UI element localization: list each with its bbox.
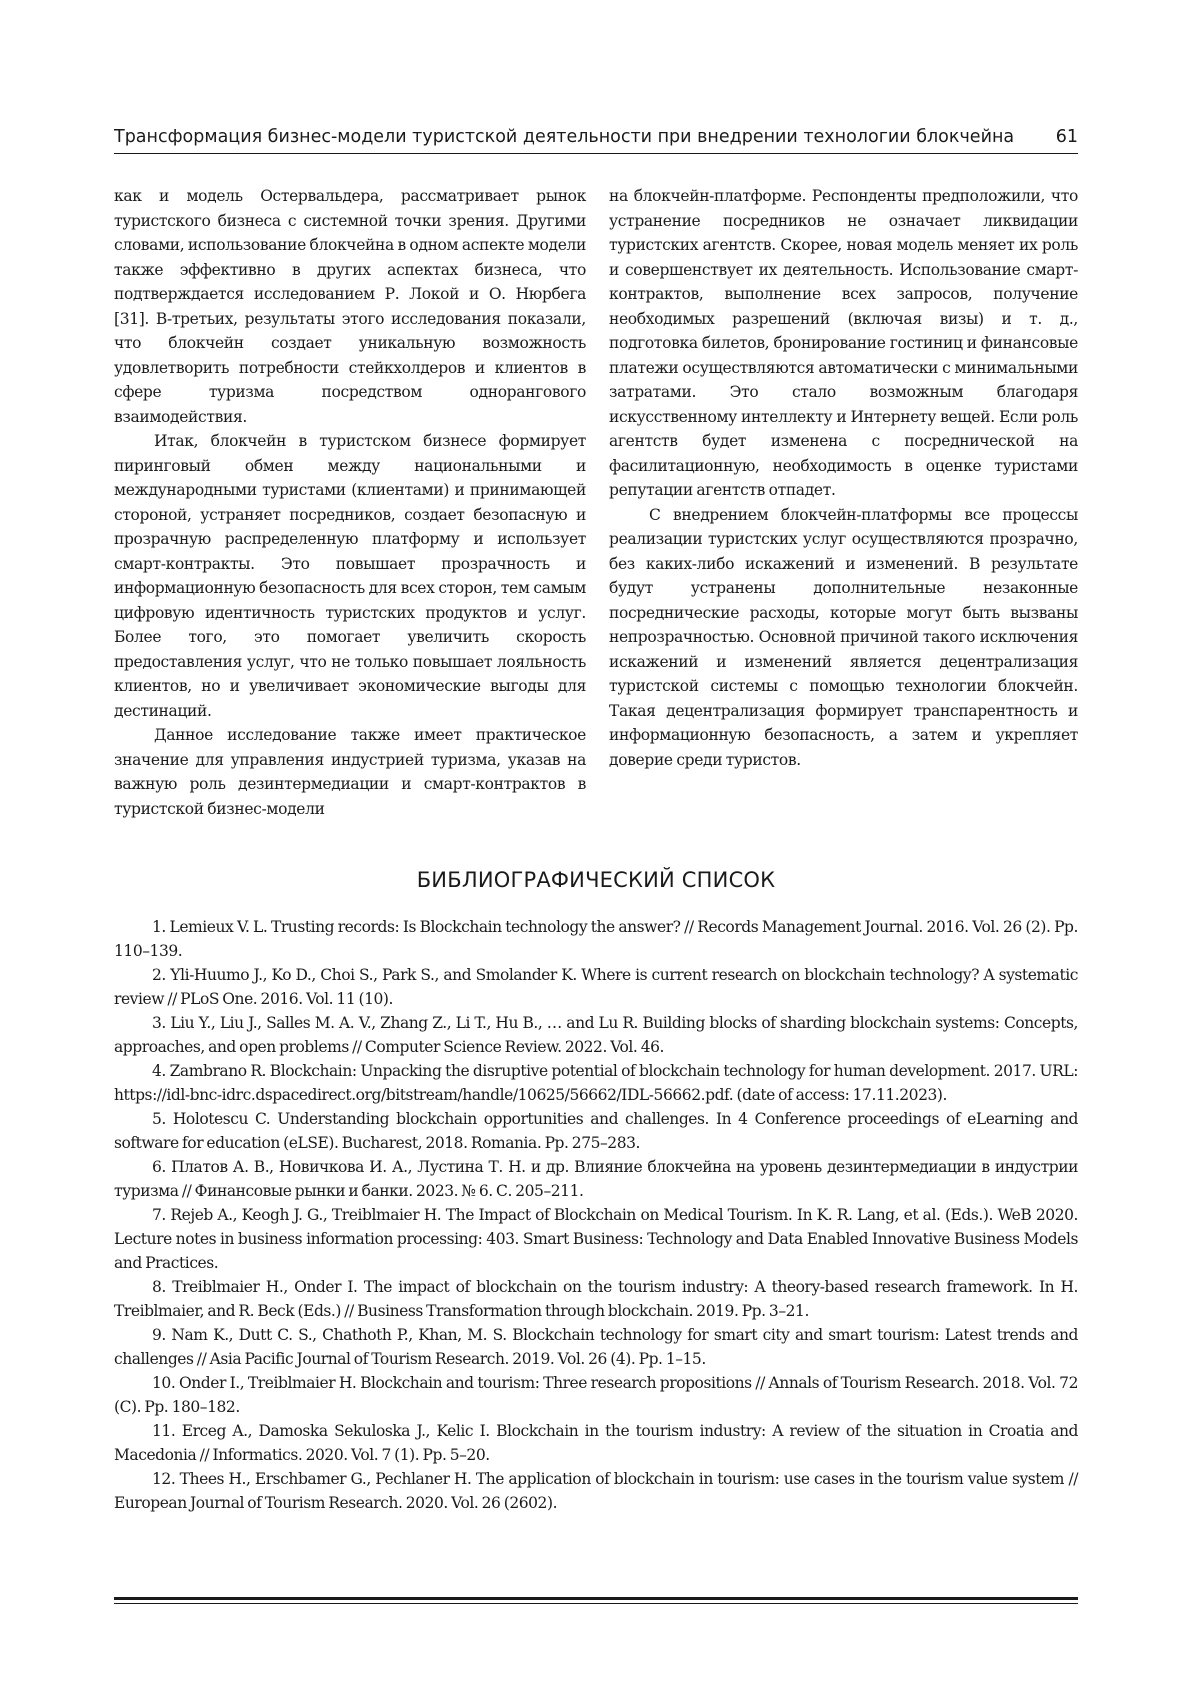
reference-item: 6. Платов А. В., Новичкова И. А., Лустина Т. Н. и др. Влияние блокчейна на уровень дезинтермедиации в индустрии туризма // Финансовые рынки и банки. 2023. № 6. С. 205–211. <box>114 1158 1078 1200</box>
reference-item: 4. Zambrano R. Blockchain: Unpacking the disruptive potential of blockchain technology for human development. 2017. URL: https://idl-bnc-idrc.dspacedirect.org/bitstream/handle/10625/56662/IDL-56662.pdf. (date of access: 17.11.2023). <box>114 1062 1078 1104</box>
reference-item: 9. Nam K., Dutt C. S., Chathoth P., Khan, M. S. Blockchain technology for smart city and smart tourism: Latest trends and challenges // Asia Pacific Journal of Tourism Research. 2019. Vol. 26 (4). Pp. 1–15. <box>114 1326 1078 1368</box>
reference-item: 1. Lemieux V. L. Trusting records: Is Blockchain technology the answer? // Records Management Journal. 2016. Vol. 26 (2). Pp. 110–139. <box>114 918 1078 960</box>
reference-item: 3. Liu Y., Liu J., Salles M. A. V., Zhang Z., Li T., Hu B., … and Lu R. Building blocks of sharding blockchain systems: Concepts, approaches, and open problems // Computer Science Review. 2022. Vol. 46. <box>114 1014 1078 1056</box>
paragraph: С внедрением блокчейн-платформы все процессы реализации туристских услуг осуществляются прозрачно, без каких-либо искажений и изменений. В результате будут устранены дополнительные незаконные посреднические расходы, которые могут быть вызваны непрозрачностью. Основной причиной такого исключения искажений и изменений является децентрализация туристской системы с помощью технологии блокчейн. Такая децентрализация формирует транспарентность и информационную безопасность, а затем и укрепляет доверие среди туристов. <box>609 505 1078 769</box>
running-header-title: Трансформация бизнес-модели туристской деятельности при внедрении технологии блокчейна <box>114 127 1015 147</box>
reference-list <box>114 915 1078 1515</box>
paragraph: как и модель Остервальдера, рассматривает рынок туристского бизнеса с системной точки зрения. Другими словами, использование блокчейна в одном аспекте модели также эффективно в других аспектах бизнеса, что подтверждается исследованием Р. Локой и О. Нюрбега [31]. В-третьих, результаты этого исследования показали, что блокчейн создает уникальную возможность удовлетворить потребности стейкхолдеров и клиентов в сфере туризма посредством однорангового взаимодействия. <box>114 187 586 426</box>
reference-item: 5. Holotescu C. Understanding blockchain opportunities and challenges. In 4 Conference proceedings of eLearning and software for education (eLSE). Bucharest, 2018. Romania. Pp. 275–283. <box>114 1110 1078 1152</box>
reference-item: 12. Thees H., Erschbamer G., Pechlaner H. The application of blockchain in tourism: use cases in the tourism value system // European Journal of Tourism Research. 2020. Vol. 26 (2602). <box>114 1470 1078 1512</box>
header-rule <box>114 153 1078 154</box>
paragraph: на блокчейн-платформе. Респонденты предположили, что устранение посредников не означает ликвидации туристских агентств. Скорее, новая модель меняет их роль и совершенствует их деятельность. Использование смарт-контрактов, выполнение всех запросов, получение необходимых разрешений (включая визы) и т. д., подготовка билетов, бронирование гостиниц и финансовые платежи осуществляются автоматически с минимальными затратами. Это стало возможным благодаря искусственному интеллекту и Интернету вещей. Если роль агентств будет изменена с посреднической на фасилитационную, необходимость в оценке туристами репутации агентств отпадет. <box>609 187 1078 499</box>
paragraph: Итак, блокчейн в туристском бизнесе формирует пиринговый обмен между национальными и международными туристами (клиентами) и принимающей стороной, устраняет посредников, создает безопасную и прозрачную распределенную платформу и использует смарт-контракты. Это повышает прозрачность и информационную безопасность для всех сторон, тем самым цифровую идентичность туристских продуктов и услуг. Более того, это помогает увеличить скорость предоставления услуг, что не только повышает лояльность клиентов, но и увеличивает экономические выгоды для дестинаций. <box>114 432 586 720</box>
bibliography-heading: БИБЛИОГРАФИЧЕСКИЙ СПИСОК <box>416 868 776 892</box>
reference-item: 2. Yli-Huumo J., Ko D., Choi S., Park S., and Smolander K. Where is current research on blockchain technology? A systematic review // PLoS One. 2016. Vol. 11 (10). <box>114 966 1078 1008</box>
reference-item: 11. Erceg A., Damoska Sekuloska J., Kelic I. Blockchain in the tourism industry: A review of the situation in Croatia and Macedonia // Informatics. 2020. Vol. 7 (1). Pp. 5–20. <box>114 1422 1078 1464</box>
running-header <box>114 124 1078 154</box>
reference-item: 7. Rejeb A., Keogh J. G., Treiblmaier H. The Impact of Blockchain on Medical Tourism. In K. R. Lang, et al. (Eds.). WeB 2020. Lecture notes in business information processing: 403. Smart Business: Technology and Data Enabled Innovative Business Models and Practices. <box>114 1206 1078 1272</box>
right-column <box>609 184 1078 772</box>
footer-rule-thin <box>114 1603 1078 1604</box>
reference-item: 10. Onder I., Treiblmaier H. Blockchain and tourism: Three research propositions // Annals of Tourism Research. 2018. Vol. 72 (C). Pp. 180–182. <box>114 1374 1078 1416</box>
page-number: 61 <box>1055 127 1078 147</box>
reference-item: 8. Treiblmaier H., Onder I. The impact of blockchain on the tourism industry: A theory-based research framework. In H. Treiblmaier, and R. Beck (Eds.) // Business Transformation through blockchain. 2019. Pp. 3–21. <box>114 1278 1078 1320</box>
paragraph: Данное исследование также имеет практическое значение для управления индустрией туризма, указав на важную роль дезинтермедиации и смарт-контрактов в туристской бизнес-модели <box>114 726 586 818</box>
footer-rule-thick <box>114 1597 1078 1600</box>
left-column <box>114 184 586 821</box>
